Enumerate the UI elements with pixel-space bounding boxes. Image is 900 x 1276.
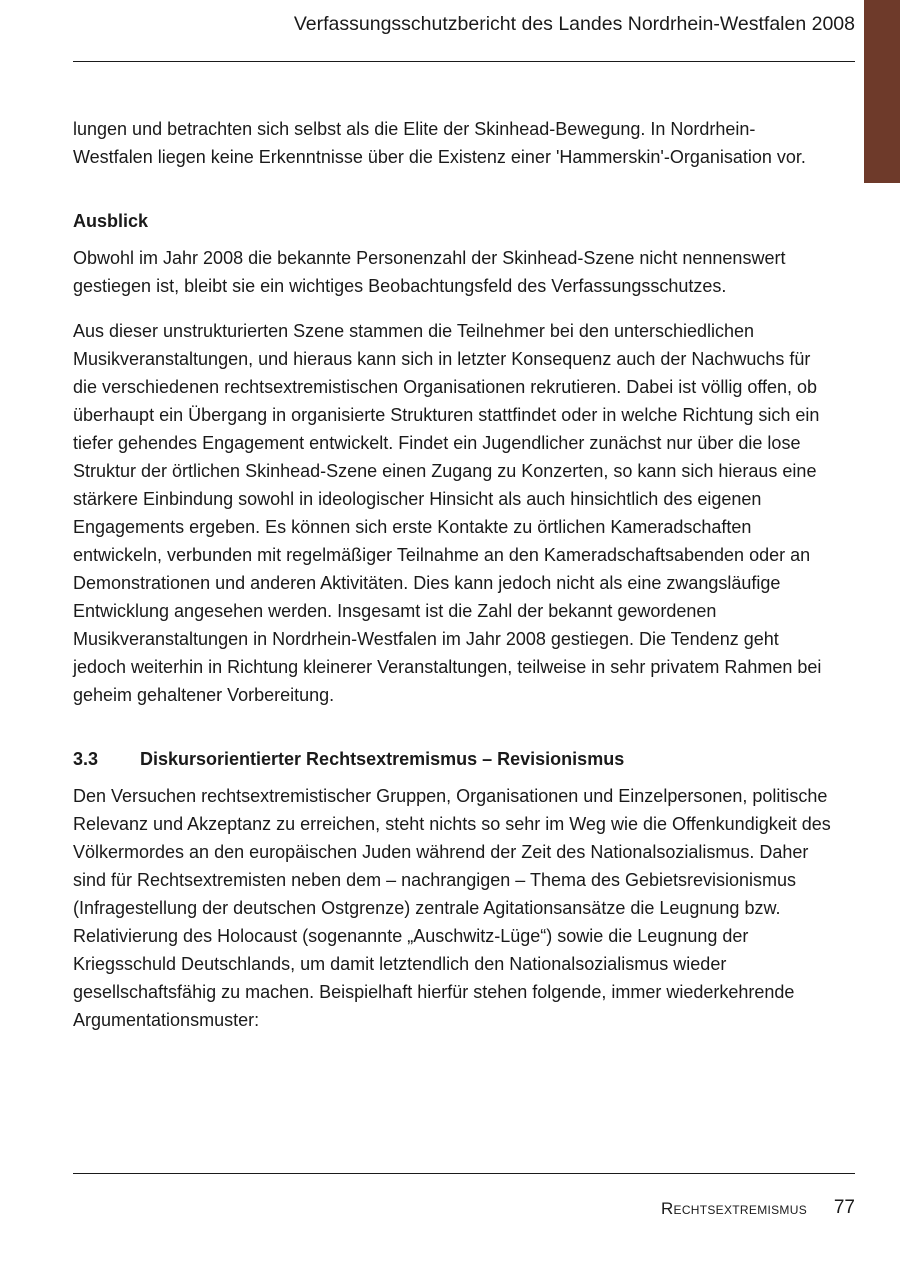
section-paragraph: Den Versuchen rechtsextremistischer Gruppen, Organisationen und Einzelpersonen, politische Relevanz und Akzeptanz zu erreichen, steht nichts so sehr im Weg wie die Offenkundigkeit des Völkermordes an den europäischen Juden während der Zeit des Nationalsozialismus. Daher sind für Rechtsextremisten neben dem – nachrangigen – Thema des Gebietsrevisionismus (Infragestellung der deutschen Ostgrenze) zentrale Agitationsansätze die Leugnung bzw. Relativierung des Holocaust (sogenannte „Auschwitz-Lüge“) sowie die Leugnung der Kriegsschuld Deutschlands, um damit letztendlich den Nationalsozialismus wieder gesellschaftsfähig zu machen. Beispielhaft hierfür stehen folgende, immer wiederkehrende Argumentationsmuster:	[73, 786, 831, 1030]
section-number: 3.3	[73, 749, 99, 769]
footer-rule	[73, 1173, 855, 1174]
header-rule	[73, 61, 855, 62]
intro-paragraph: lungen und betrachten sich selbst als die Elite der Skinhead-Bewegung. In Nordrhein-Westfalen liegen keine Erkenntnisse über die Existenz einer 'Hammerskin'-Organisation vor.	[73, 119, 806, 167]
page-number: 77	[833, 1197, 855, 1218]
section-title: Diskursorientierter Rechtsextremismus – Revisionismus	[140, 749, 625, 769]
ausblick-heading: Ausblick	[73, 211, 149, 231]
running-header: Verfassungsschutzbericht des Landes Nordrhein-Westfalen 2008	[293, 13, 855, 35]
section-heading	[73, 745, 833, 773]
page-body	[73, 115, 833, 1034]
footer-section-label: Rechtsextremismus	[660, 1199, 807, 1218]
ausblick-paragraph-2: Aus dieser unstrukturierten Szene stammen die Teilnehmer bei den unterschiedlichen Musikveranstaltungen, und hieraus kann sich in letzter Konsequenz auch der Nachwuchs für die verschiedenen rechtsextremistischen Organisationen rekrutieren. Dabei ist völlig offen, ob überhaupt ein Übergang in organisierte Strukturen stattfindet oder in welche Richtung sich ein tiefer gehendes Engagement entwickelt. Findet ein Jugendlicher zunächst nur über die lose Struktur der örtlichen Skinhead-Szene einen Zugang zu Konzerten, so kann sich hieraus eine stärkere Einbindung sowohl in ideologischer Hinsicht als auch hinsichtlich des eigenen Engagements ergeben. Es können sich erste Kontakte zu örtlichen Kameradschaften entwickeln, verbunden mit regelmäßiger Teilnahme an den Kameradschaftsabenden oder an Demonstrationen und anderen Aktivitäten. Dies kann jedoch nicht als eine zwangsläufige Entwicklung angesehen werden. Insgesamt ist die Zahl der bekannt gewordenen Musikveranstaltungen in Nordrhein-Westfalen im Jahr 2008 gestiegen. Die Tendenz geht jedoch weiterhin in Richtung kleinerer Veranstaltungen, teilweise in sehr privatem Rahmen bei geheim gehaltener Vorbereitung.	[73, 321, 822, 705]
ausblick-paragraph-1: Obwohl im Jahr 2008 die bekannte Personenzahl der Skinhead-Szene nicht nennenswert gestiegen ist, bleibt sie ein wichtiges Beobachtungsfeld des Verfassungsschutzes.	[73, 248, 786, 296]
chapter-color-tab	[864, 0, 900, 183]
